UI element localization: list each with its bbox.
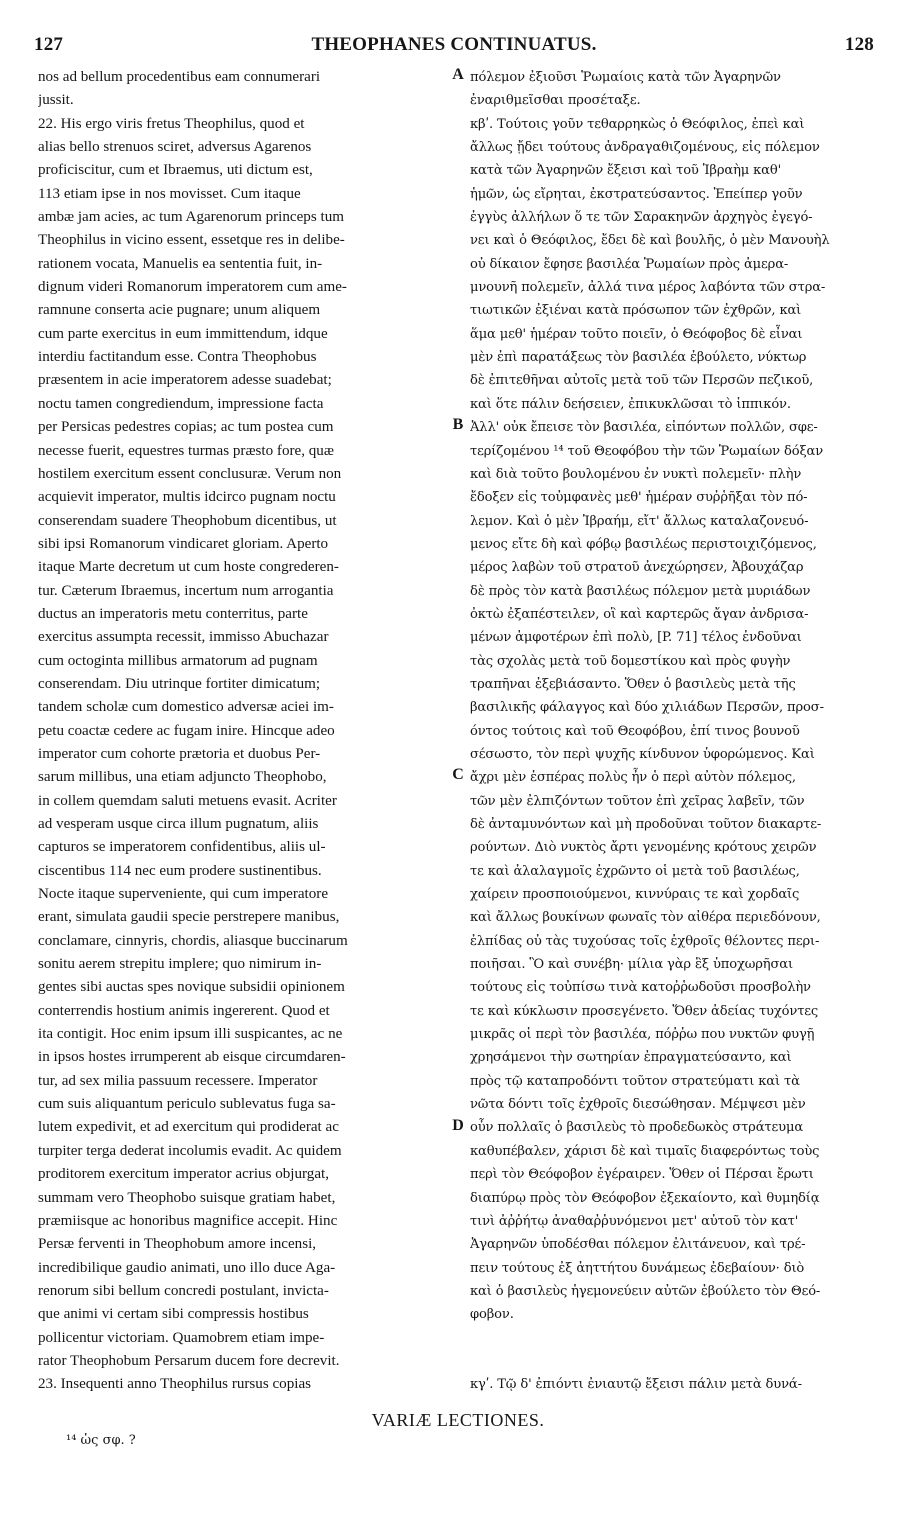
- greek-line: μὲν ἐπὶ παρατάξεως τὸν βασιλέα ἐβούλετο, νύκτωρ: [470, 350, 807, 366]
- greek-line: διαπύρῳ πρὸς τὸν Θεόφοβον ἐξεκαίοντο, καὶ θυμηδίᾳ: [470, 1190, 820, 1206]
- greek-line: [470, 1350, 875, 1373]
- greek-line: ρούντων. Διὸ νυκτὸς ἄρτι γενομένης κρότους χειρῶν: [470, 840, 817, 856]
- latin-line: capturos se imperatorem confidentibus, aliis ul-: [38, 839, 326, 856]
- latin-line: incredibilique gaudio animati, uno illo duce Aga-: [38, 1259, 336, 1276]
- latin-line: erant, simulata gaudii specie perstrepere manibus,: [38, 909, 340, 926]
- greek-line: ἐγγὺς ἀλλήλων ὅ τε τῶν Σαρακηνῶν ἀρχηγὸς ἐγεγό-: [470, 210, 813, 226]
- latin-line: rationem vocata, Manuelis ea sententia fuit, in-: [38, 255, 323, 272]
- latin-line: tur. Cæterum Ibraemus, incertum num arrogantia: [38, 582, 334, 599]
- latin-line: itaque Marte decretum ut cum hoste congrederen-: [38, 559, 339, 576]
- page-header: [34, 34, 874, 64]
- latin-line: alias bello strenuos sciret, adversus Agarenos: [38, 139, 312, 156]
- latin-line: ad vesperam usque circa illum pugnatum, aliis: [38, 816, 319, 832]
- latin-line: Nocte itaque superveniente, qui cum imperatore: [38, 886, 329, 903]
- margin-letter-b: B: [452, 416, 464, 433]
- latin-line: sibi ipsi Romanorum vindicaret gloriam. Aperto: [38, 535, 329, 552]
- latin-line: petu coactæ cedere ac fugam inire. Hincque adeo: [38, 722, 335, 739]
- margin-letter-c: C: [452, 766, 464, 783]
- greek-line: νει καὶ ὁ Θεόφιλος, ἔδει δὲ καὶ βουλῆς, ὁ μὲν Μανουὴλ: [470, 233, 830, 249]
- page-number-right: 128: [844, 34, 874, 55]
- page-number-left: 127: [34, 34, 64, 55]
- greek-line: όντος τούτοις καὶ τοῦ Θεοφόβου, ἐπί τινος βουνοῦ: [470, 723, 800, 739]
- greek-line: φοβον.: [470, 1307, 514, 1323]
- greek-line: χρησάμενοι τὴν σωτηρίαν ἐπραγματεύσαντο, καὶ: [470, 1050, 792, 1066]
- latin-line: ciscentibus 114 nec eum prodere sustinentibus.: [38, 862, 322, 879]
- latin-line: nos ad bellum procedentibus eam connumerari: [38, 69, 321, 85]
- running-head: THEOPHANES CONTINUATUS.: [311, 34, 597, 55]
- greek-line: δὲ πρὸς τὸν κατὰ βασιλέως πόλεμον μετὰ μυριάδων: [470, 583, 811, 599]
- latin-line: sonitu aerem strepitu implere; quo nimirum in-: [38, 956, 322, 973]
- greek-line: πόλεμον ἐξιοῦσι Ῥωμαίοις κατὰ τῶν Ἀγαρηνῶν: [470, 70, 781, 85]
- latin-line: 23. Insequenti anno Theophilus rursus copias: [38, 1376, 312, 1393]
- latin-line: cum suis aliquantum periculo sublevatus fuga sa-: [38, 1096, 336, 1113]
- greek-line: τὰς σχολὰς μετὰ τοῦ δομεστίκου καὶ πρὸς φυγὴν: [470, 653, 791, 669]
- greek-line: καὶ ὅτε πάλιν δεήσειεν, ἐπικυκλῶσαι τὸ ἱππικόν.: [470, 396, 791, 412]
- greek-line: μικρᾶς οἱ περὶ τὸν βασιλέα, πόῤῥω που νυκτῶν φυγῇ: [470, 1027, 815, 1043]
- latin-line: per Persicas pedestres copias; ac tum postea cum: [38, 419, 334, 436]
- latin-line: que animi vi certam sibi compressis hostibus: [38, 1306, 309, 1323]
- greek-column: [470, 66, 875, 1397]
- greek-line: Ἀγαρηνῶν ὑποδέσθαι πόλεμον ἐλιτάνευον, καὶ τρέ-: [470, 1237, 806, 1253]
- latin-line: gentes sibi auctas spes novique subsidii opinionem: [38, 979, 345, 996]
- latin-line: summam vero Theophobo suisque gratiam habet,: [38, 1189, 336, 1206]
- greek-line: πειν τούτους ἐξ ἀηττήτου δυνάμεως ἐδεβαίουν· διὸ: [470, 1260, 805, 1276]
- latin-line: proditorem exercitum imperator acrius objurgat,: [38, 1166, 330, 1183]
- latin-line: imperator cum cohorte prætoria et duobus Per-: [38, 745, 321, 762]
- latin-line: rator Theophobum Persarum ducem fore decrevit.: [38, 1352, 340, 1369]
- greek-line: σέσωστο, τὸν περὶ ψυχῆς κίνδυνον ὑφορώμενος. Καὶ: [470, 746, 815, 762]
- latin-line: præsentem in acie imperatorem adesse suadebat;: [38, 372, 332, 389]
- greek-line: οὖν πολλαῖς ὁ βασιλεὺς τὸ προδεδωκὸς στράτευμα: [470, 1120, 804, 1136]
- latin-line: ramnune conserta acie pugnare; unum aliquem: [38, 302, 321, 319]
- latin-line: ductus an imperatoris metu conterritus, parte: [38, 605, 308, 622]
- greek-line: Ἀλλ' οὐκ ἔπεισε τὸν βασιλέα, εἰπόντων πολλῶν, σφε-: [470, 420, 818, 436]
- greek-line: [470, 1327, 875, 1350]
- latin-line: conterrendis hostium animis ingererent. Quod et: [38, 1002, 330, 1019]
- greek-line: νῶτα δόντι τοῖς ἐχθροῖς διεσώθησαν. Μέμψεσι μὲν: [470, 1097, 806, 1113]
- greek-line: μέρος λαβὼν τοῦ στρατοῦ ἀνεχώρησεν, Ἀβουχάζαρ: [470, 560, 804, 576]
- greek-line: ἡμῶν, ὡς εἴρηται, ἐκστρατεύσαντος. Ἐπείπερ γοῦν: [470, 186, 803, 202]
- latin-line: præmiisque ac honoribus magnifice accepit. Hinc: [38, 1212, 338, 1229]
- greek-line: τραπῆναι ἐξεβιάσαντο. Ὅθεν ὁ βασιλεὺς μετὰ τῆς: [470, 676, 796, 692]
- latin-line: jussit.: [38, 92, 74, 109]
- margin-letter-a: A: [452, 66, 464, 83]
- latin-line: noctu tamen congrediendum, impressione facta: [38, 395, 324, 412]
- latin-line: interdiu factitandum esse. Contra Theophobus: [38, 349, 317, 366]
- greek-line: ἄλλως ᾔδει τούτους ἀνδραγαθιζομένους, εἰς πόλεμον: [470, 140, 820, 156]
- greek-line: ἐλπίδας οὐ τὰς τυχούσας τοῖς ἐχθροῖς θέλοντες περι-: [470, 933, 820, 949]
- latin-line: pollicentur victoriam. Quamobrem etiam impe-: [38, 1329, 325, 1346]
- latin-line: dignum videri Romanorum imperatorem cum ame-: [38, 279, 347, 296]
- greek-line: μνουνῆ πολεμεῖν, ἀλλά τινα μέρος λαβόντα τῶν στρα-: [470, 280, 826, 296]
- greek-line: οὐ δίκαιον ἔφησε βασιλέα Ῥωμαίων πρὸς ἀμερα-: [470, 256, 789, 272]
- greek-line: κγʹ. Τῷ δ' ἐπιόντι ἐνιαυτῷ ἔξεισι πάλιν μετὰ δυνά-: [470, 1377, 802, 1393]
- latin-line: ambæ jam acies, ac tum Agarenorum princeps tum: [38, 209, 344, 226]
- latin-line: conclamare, cinnyris, chordis, aliasque buccinarum: [38, 932, 348, 949]
- greek-line: ἔδοξεν εἰς τοὐμφανὲς μεθ' ἡμέραν συῤῥῆξαι τὸν πό-: [470, 490, 808, 506]
- greek-line: τε καὶ ἀλαλαγμοῖς ἐχρῶντο οἱ μετὰ τοῦ βασιλέως,: [470, 863, 800, 879]
- greek-line: πρὸς τῷ καταπροδόντι τοῦτον στρατεύματι καὶ τὰ: [470, 1073, 800, 1089]
- greek-line: τερίζομένου ¹⁴ τοῦ Θεοφόβου τὴν τῶν Ῥωμαίων δόξαν: [470, 443, 824, 459]
- latin-line: acquievit imperator, multis idcirco pugnam noctu: [38, 489, 336, 506]
- greek-line: περὶ τὸν Θεόφοβον ἐγέραιρεν. Ὅθεν οἱ Πέρσαι ἔρωτι: [470, 1167, 814, 1183]
- latin-line: conserendam suadere Theophobum dicentibus, ut: [38, 512, 337, 529]
- latin-line: conserendam. Diu utrinque fortiter dimicatum;: [38, 675, 321, 692]
- greek-line: λεμον. Καὶ ὁ μὲν Ἰβραήμ, εἴτ' ἄλλως καταλαζονευό-: [470, 513, 809, 529]
- latin-line: ita contigit. Hoc enim ipsum illi suspicantes, ac ne: [38, 1026, 343, 1043]
- latin-line: proficiscitur, cum et Ibraemus, uti dictum est,: [38, 162, 313, 179]
- greek-line: ἐναριθμεῖσθαι προσέταξε.: [470, 93, 641, 109]
- greek-line: μένων ἀμφοτέρων ἐπὶ πολὺ, [P. 71] τέλος ἐνδοῦναι: [470, 630, 802, 646]
- margin-letter-d: D: [452, 1117, 464, 1134]
- latin-line: exercitus assumpta recessit, immisso Abuchazar: [38, 629, 329, 646]
- latin-line: tandem scholæ cum domestico adversæ aciei im-: [38, 699, 334, 716]
- latin-line: in collem quemdam saluti metuens evasit. Acriter: [38, 792, 337, 809]
- greek-line: καὶ ἄλλως βουκίνων φωναῖς τὸν αἰθέρα περιεδόνουν,: [470, 910, 821, 926]
- latin-line: cum octoginta millibus armatorum ad pugnam: [38, 652, 318, 669]
- greek-line: ποιῆσαι. Ὃ καὶ συνέβη· μίλια γὰρ ἓξ ὑποχωρῆσαι: [470, 957, 793, 973]
- greek-line: καθυπέβαλεν, χάρισι δὲ καὶ τιμαῖς διαφερόντως τοὺς: [470, 1143, 820, 1159]
- latin-line: necesse fuerit, equestres turmas præsto fore, quæ: [38, 442, 334, 459]
- greek-line: κβʹ. Τούτοις γοῦν τεθαρρηκὼς ὁ Θεόφιλος, ἐπεὶ καὶ: [470, 116, 805, 132]
- latin-line: Theophilus in vicino essent, essetque res in delibe-: [38, 232, 345, 249]
- greek-line: τιωτικῶν ἐξιέναι κατὰ πρόσωπον τῶν ἐχθρῶν, καὶ: [470, 303, 802, 319]
- greek-line: βασιλικῆς φάλαγγος καὶ δύο χιλιάδων Περσῶν, προσ-: [470, 700, 824, 716]
- variae-lectiones-heading: VARIÆ LECTIONES.: [371, 1410, 545, 1430]
- greek-line: τινὶ ἀῤῥήτῳ ἀναθαῤῥυνόμενοι μετ' αὐτοῦ τὸν κατ': [470, 1213, 799, 1229]
- greek-line: καὶ ὁ βασιλεὺς ἡγεμονεύειν αὐτῶν ἐβούλετο τὸν Θεό-: [470, 1283, 821, 1299]
- greek-line: δὲ ἀνταμυνόντων καὶ μὴ προδοῦναι τοῦτον διακαρτε-: [470, 817, 822, 832]
- greek-line: χαίρειν προσποιούμενοι, κιννύραις τε καὶ χορδαῖς: [470, 887, 800, 903]
- greek-line: μενος εἴτε δὴ καὶ φόβῳ βασιλέως περιστοιχιζόμενος,: [470, 536, 817, 552]
- latin-line: 22. His ergo viris fretus Theophilus, quod et: [38, 115, 305, 132]
- latin-line: Persæ ferventi in Theophobum amore incensi,: [38, 1236, 317, 1253]
- footnote: ¹⁴ ὡς σφ. ?: [66, 1433, 136, 1448]
- greek-line: κατὰ τῶν Ἀγαρηνῶν ἔξεισι καὶ τοῦ Ἰβραὴμ καθ': [470, 163, 782, 179]
- latin-line: 113 etiam ipse in nos movisset. Cum itaque: [38, 185, 301, 202]
- latin-line: turpiter terga dederat incolumis evadit. Ac quidem: [38, 1142, 342, 1159]
- greek-line: τῶν μὲν ἐλπιζόντων τοῦτον ἐπὶ χεῖρας λαβεῖν, τῶν: [470, 793, 805, 809]
- latin-line: in ipsos hostes irrumperent ab eisque circumdaren-: [38, 1049, 346, 1066]
- latin-line: sarum millibus, una etiam adjuncto Theophobo,: [38, 769, 327, 786]
- latin-line: hostilem exercitum essent conclusuræ. Verum non: [38, 465, 342, 482]
- greek-line: τούτους εἰς τοὐπίσω τινὰ κατοῤῥωδοῦσι προσβολὴν: [470, 980, 811, 996]
- greek-line: τε καὶ κύκλωσιν προσεγένετο. Ὅθεν ἀδείας τυχόντες: [470, 1003, 819, 1019]
- latin-line: renorum sibi bellum concredi postulant, invicta-: [38, 1282, 329, 1299]
- greek-line: ἅμα μεθ' ἡμέραν τοῦτο ποιεῖν, ὁ Θεόφοβος δὲ εἶναι: [470, 326, 803, 342]
- latin-line: lutem expedivit, et ad exercitum qui prodiderat ac: [38, 1119, 339, 1136]
- latin-line: cum parte exercitus in eum immittendum, idque: [38, 325, 328, 342]
- greek-line: καὶ διὰ τοῦτο βουλομένου ἐν νυκτὶ πολεμεῖν· πλὴν: [470, 466, 802, 482]
- latin-column: [38, 66, 450, 1397]
- greek-line: ὀκτὼ ἐξαπέστειλεν, οἳ καὶ καρτερῶς ἄγαν ἀνδρισα-: [470, 606, 809, 622]
- greek-line: δὲ ἐπιτεθῆναι αὐτοῖς μετὰ τοῦ τῶν Περσῶν πεζικοῦ,: [470, 373, 814, 389]
- latin-line: tur, ad sex milia passuum recessere. Imperator: [38, 1072, 318, 1089]
- greek-line: ἄχρι μὲν ἑσπέρας πολὺς ἦν ὁ περὶ αὐτὸν πόλεμος,: [470, 770, 796, 786]
